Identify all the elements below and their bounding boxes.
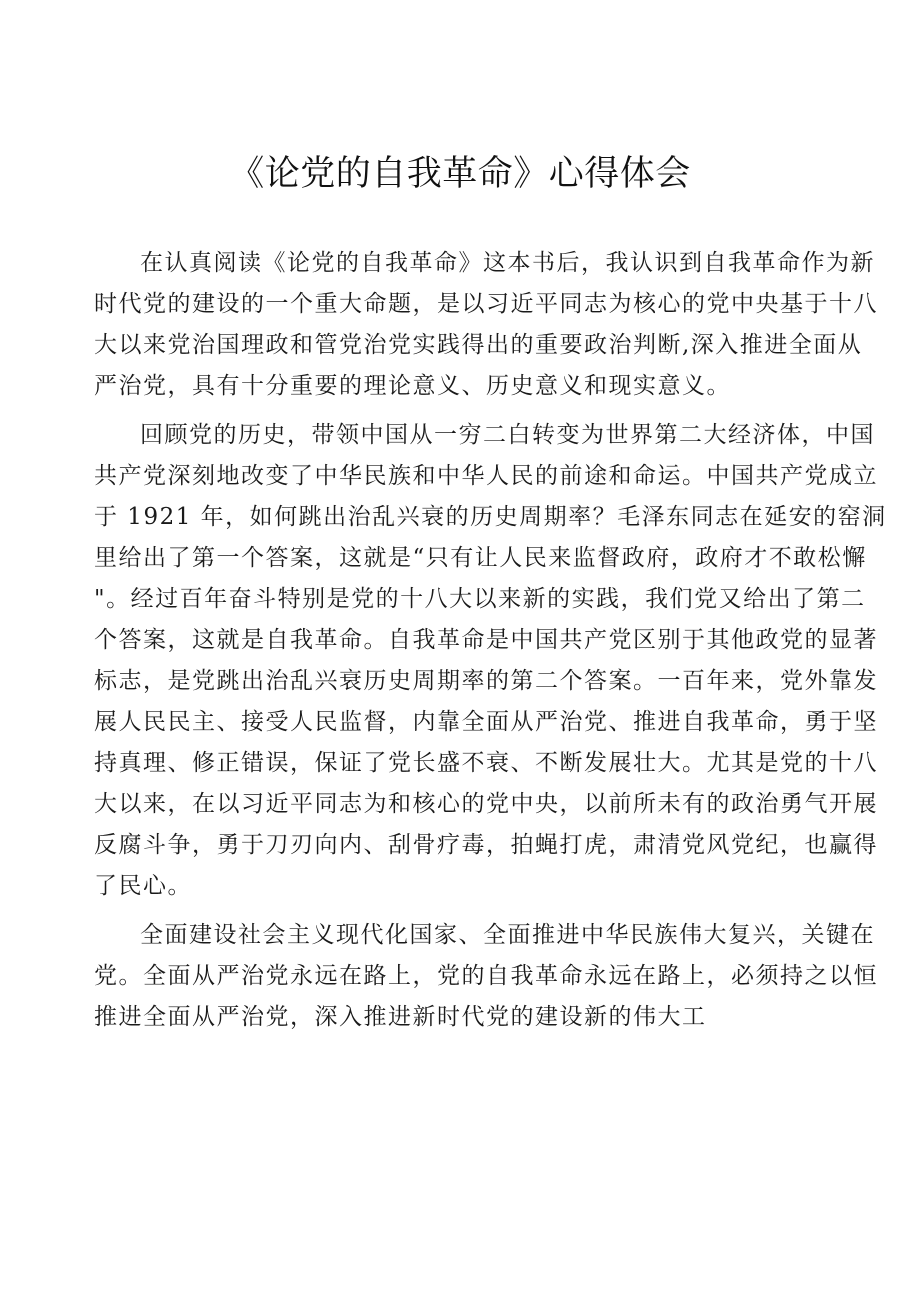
- paragraph-2: [94, 415, 887, 907]
- paragraph-line: 全面建设社会主义现代化国家、全面推进中华民族伟大复兴，关键在: [140, 922, 875, 948]
- paragraph-line: 展人民民主、接受人民监督，内靠全面从严治党、推进自我革命，勇于坚: [94, 709, 878, 735]
- paragraph-line: 个答案，这就是自我革命。自我革命是中国共产党区别于其他政党的显著: [94, 627, 878, 653]
- paragraph-line: 严治党，具有十分重要的理论意义、历史意义和现实意义。: [94, 373, 731, 399]
- paragraph-line: 时代党的建设的一个重大命题，是以习近平同志为核心的党中央基于十八: [94, 291, 878, 317]
- paragraph-line: 推进全面从严治党，深入推进新时代党的建设新的伟大工: [94, 1004, 707, 1030]
- paragraph-line: 了民心。: [94, 873, 192, 899]
- document-body: [94, 243, 887, 1038]
- paragraph-line: 回顾党的历史，带领中国从一穷二白转变为世界第二大经济体，中国: [140, 422, 875, 448]
- paragraph-line: 里给出了第一个答案，这就是“只有让人民来监督政府，政府才不敢松懈: [94, 545, 867, 571]
- paragraph-1: [94, 243, 878, 407]
- paragraph-line: 大以来党治国理政和管党治党实践得出的重要政治判断,深入推进全面从: [94, 332, 863, 358]
- paragraph-line: "。经过百年奋斗特别是党的十八大以来新的实践，我们党又给出了第二: [94, 586, 866, 612]
- paragraph-line: 标志，是党跳出治乱兴衰历史周期率的第二个答案。一百年来，党外靠发: [94, 668, 878, 694]
- document-title: 《论党的自我革命》心得体会: [229, 154, 691, 194]
- paragraph-3: [94, 915, 878, 1038]
- paragraph-line: 持真理、修正错误，保证了党长盛不衰、不断发展壮大。尤其是党的十八: [94, 750, 878, 776]
- paragraph-line: 党。全面从严治党永远在路上，党的自我革命永远在路上，必须持之以恒: [94, 963, 878, 989]
- paragraph-line: 反腐斗争，勇于刀刃向内、刮骨疗毒，拍蝇打虎，肃清党风党纪，也赢得: [94, 832, 878, 858]
- paragraph-line: 大以来，在以习近平同志为和核心的党中央，以前所未有的政治勇气开展: [94, 791, 878, 817]
- paragraph-line: 在认真阅读《论党的自我革命》这本书后，我认识到自我革命作为新: [140, 250, 875, 276]
- paragraph-line: 共产党深刻地改变了中华民族和中华人民的前途和命运。中国共产党成立: [94, 463, 878, 489]
- paragraph-line: 于 1921 年，如何跳出治乱兴衰的历史周期率？毛泽东同志在延安的窑洞: [94, 504, 887, 530]
